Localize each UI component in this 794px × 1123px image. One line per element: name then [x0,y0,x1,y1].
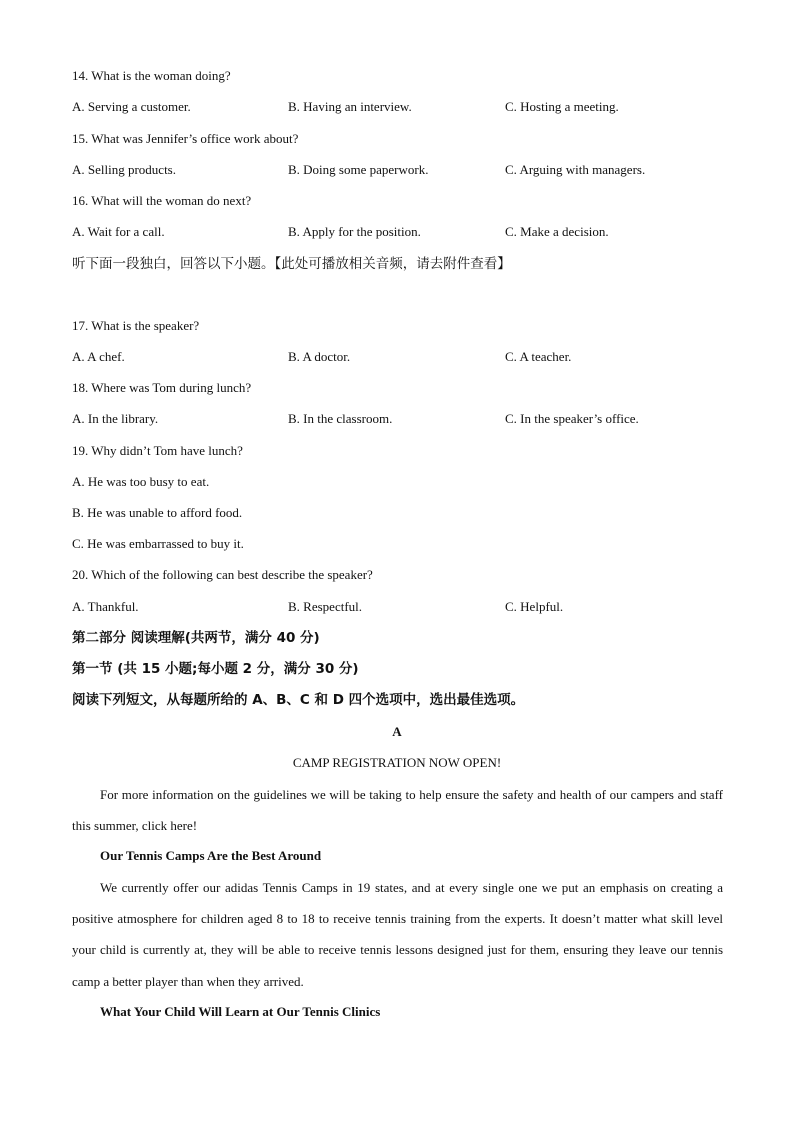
passage-heading-1: Our Tennis Camps Are the Best Around [100,848,322,863]
question-17: 17. What is the speaker? [72,318,200,333]
section-one-title: 第一节 (共 15 小题;每小题 2 分，满分 30 分) [72,661,359,677]
q15-option-a: A. Selling products. [72,162,176,177]
question-20: 20. Which of the following can best describe the speaker? [72,567,373,582]
question-18: 18. Where was Tom during lunch? [72,380,252,395]
part-two-title: 第二部分 阅读理解(共两节，满分 40 分) [72,630,320,646]
passage-title: CAMP REGISTRATION NOW OPEN! [292,755,502,770]
q17-option-b: B. A doctor. [288,349,351,364]
reading-instruction: 阅读下列短文，从每题所给的 A、B、C 和 D 四个选项中，选出最佳选项。 [72,692,525,708]
q16-option-b: B. Apply for the position. [288,224,421,239]
question-14: 14. What is the woman doing? [72,68,231,83]
question-16: 16. What will the woman do next? [72,193,252,208]
q15-option-c: C. Arguing with managers. [505,162,646,177]
listening-instruction: 听下面一段独白，回答以下小题。【此处可播放相关音频，请去附件查看】 [72,256,511,272]
q14-option-a: A. Serving a customer. [72,99,191,114]
q16-option-a: A. Wait for a call. [72,224,165,239]
q14-option-c: C. Hosting a meeting. [505,99,619,114]
q19-option-c: C. He was embarrassed to buy it. [72,536,244,551]
question-15: 15. What was Jennifer’s office work about? [72,131,299,146]
q20-option-b: B. Respectful. [288,599,363,614]
passage-paragraph-2: We currently offer our adidas Tennis Camps in 19 states, and at every single one we put an emphasis on creating a positive atmosphere for children aged 8 to 18 to receive tennis training from the experts. It doesn’t matter what skill level your child is currently at, they will be able to receive tennis lessons designed just for them, ensuring they leave our tennis camp a better player than when they arrived. [72,880,723,989]
q17-option-c: C. A teacher. [505,349,572,364]
q17-option-a: A. A chef. [72,349,125,364]
passage-paragraph-1: For more information on the guidelines we will be taking to help ensure the safety and health of our campers and staff this summer, click here! [72,787,723,834]
passage-heading-2: What Your Child Will Learn at Our Tennis Clinics [100,1004,381,1019]
q16-option-c: C. Make a decision. [505,224,609,239]
q14-option-b: B. Having an interview. [288,99,412,114]
q18-option-a: A. In the library. [72,411,159,426]
q18-option-c: C. In the speaker’s office. [505,411,639,426]
q20-option-a: A. Thankful. [72,599,139,614]
q19-option-a: A. He was too busy to eat. [72,474,210,489]
q20-option-c: C. Helpful. [505,599,564,614]
passage-label: A [392,724,402,739]
q18-option-b: B. In the classroom. [288,411,393,426]
question-19: 19. Why didn’t Tom have lunch? [72,443,243,458]
q15-option-b: B. Doing some paperwork. [288,162,429,177]
q19-option-b: B. He was unable to afford food. [72,505,243,520]
